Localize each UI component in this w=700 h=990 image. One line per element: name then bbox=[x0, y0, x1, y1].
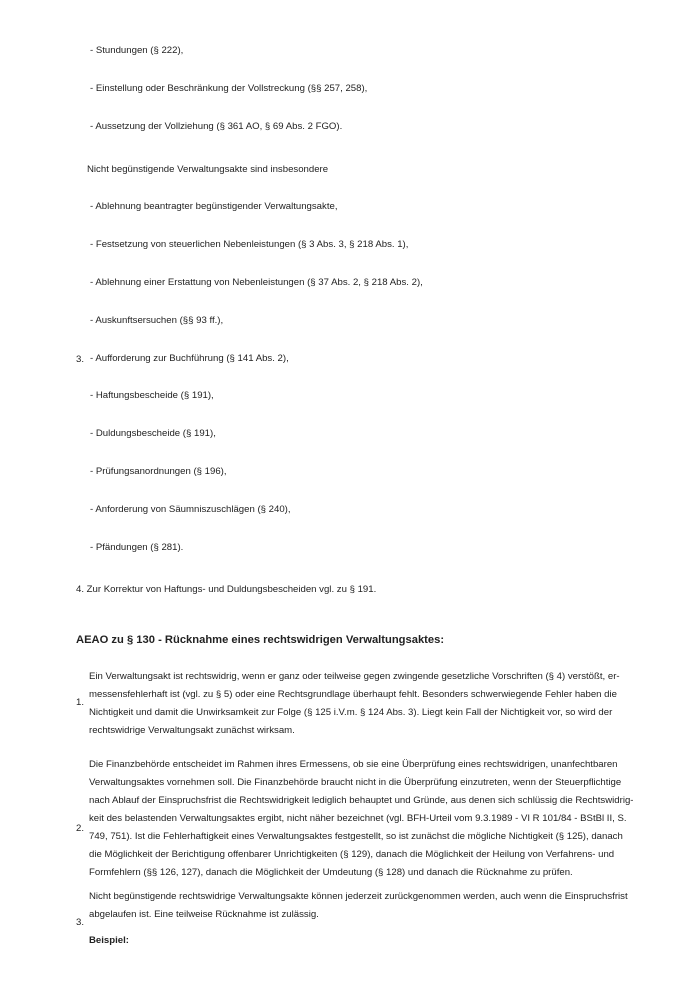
paragraph-line: die Möglichkeit der Berichtigung offenbarer Unrichtigkeiten (§ 129), danach die Möglichkeit der Heilung von Verfahrens- und bbox=[89, 849, 615, 860]
list-item: - Anforderung von Säumniszuschlägen (§ 240), bbox=[90, 504, 291, 515]
section-4-text: 4. Zur Korrektur von Haftungs- und Duldungsbescheiden vgl. zu § 191. bbox=[76, 584, 377, 595]
paragraph-line: nach Ablauf der Einspruchsfrist die Rechtswidrigkeit lediglich behauptet und Gründe, aus denen sich schlüssig die Rechtswidrig- bbox=[89, 795, 634, 806]
paragraph-line: rechtswidrige Verwaltungsakt zunächst wirksam. bbox=[89, 725, 295, 736]
paragraph-line: Ein Verwaltungsakt ist rechtswidrig, wenn er ganz oder teilweise gegen zwingende gesetzliche Vorschriften (§ 4) verstößt, er- bbox=[89, 671, 620, 682]
paragraph-2 bbox=[89, 756, 637, 882]
list-item: - Stundungen (§ 222), bbox=[90, 45, 184, 56]
section-heading: AEAO zu § 130 - Rücknahme eines rechtswidrigen Verwaltungsaktes: bbox=[76, 634, 445, 646]
example-label: Beispiel: bbox=[89, 935, 129, 946]
section-number: 3. bbox=[76, 354, 85, 365]
list-item: - Auskunftsersuchen (§§ 93 ff.), bbox=[90, 315, 224, 326]
list-item: - Ablehnung beantragter begünstigender Verwaltungsakte, bbox=[90, 201, 338, 212]
paragraph-line: messensfehlerhaft ist (vgl. zu § 5) oder eine Rechtsgrundlage überhaupt fehlt. Besonders schwerwiegende Fehler haben die bbox=[89, 689, 617, 700]
list-item: - Duldungsbescheide (§ 191), bbox=[90, 428, 216, 439]
list-item: - Aussetzung der Vollziehung (§ 361 AO, § 69 Abs. 2 FGO). bbox=[90, 121, 343, 132]
list-item: - Pfändungen (§ 281). bbox=[90, 542, 184, 553]
paragraph-line: Nichtigkeit und damit die Unwirksamkeit zur Folge (§ 125 i.V.m. § 124 Abs. 3). Liegt kein Fall der Nichtigkeit vor, so wird der bbox=[89, 707, 613, 718]
paragraph-line: Nicht begünstigende rechtswidrige Verwaltungsakte können jederzeit zurückgenommen werden, auch wenn die Einspruchsfrist bbox=[89, 891, 628, 902]
paragraph-line: abgelaufen ist. Eine teilweise Rücknahme ist zulässig. bbox=[89, 909, 319, 920]
paragraph-line: Formfehlern (§§ 126, 127), danach die Möglichkeit der Umdeutung (§ 128) und danach die Rücknahme zu prüfen. bbox=[89, 867, 573, 878]
list-item: - Einstellung oder Beschränkung der Vollstreckung (§§ 257, 258), bbox=[90, 83, 368, 94]
paragraph-line: Verwaltungsaktes vornehmen soll. Die Finanzbehörde braucht nicht in die Überprüfung einzutreten, wenn der Steuerpflichtige bbox=[89, 777, 622, 788]
paragraph-1 bbox=[89, 668, 637, 740]
list-item: - Haftungsbescheide (§ 191), bbox=[90, 390, 214, 401]
list-item: - Aufforderung zur Buchführung (§ 141 Abs. 2), bbox=[90, 353, 289, 364]
paragraph-number: 2. bbox=[76, 823, 85, 834]
paragraph-number: 1. bbox=[76, 697, 85, 708]
list-item: - Prüfungsanordnungen (§ 196), bbox=[90, 466, 227, 477]
paragraph-line: keit des belastenden Verwaltungsaktes ergibt, nicht näher bezeichnet (vgl. BFH-Urteil vom 9.3.1989 - VI R 101/84 - BStBl II, S. bbox=[89, 813, 627, 824]
list-item: - Festsetzung von steuerlichen Nebenleistungen (§ 3 Abs. 3, § 218 Abs. 1), bbox=[90, 239, 409, 250]
paragraph-number: 3. bbox=[76, 917, 85, 928]
unfavorable-intro: Nicht begünstigende Verwaltungsakte sind insbesondere bbox=[87, 164, 329, 175]
paragraph-line: 749, 751). Ist die Fehlerhaftigkeit eines Verwaltungsaktes festgestellt, so ist zunächst die mögliche Nichtigkeit (§ 125), danach bbox=[89, 831, 623, 842]
paragraph-3 bbox=[89, 888, 637, 924]
list-item: - Ablehnung einer Erstattung von Nebenleistungen (§ 37 Abs. 2, § 218 Abs. 2), bbox=[90, 277, 423, 288]
paragraph-line: Die Finanzbehörde entscheidet im Rahmen ihres Ermessens, ob sie eine Überprüfung eines rechtswidrigen, unanfechtbaren bbox=[89, 759, 618, 770]
